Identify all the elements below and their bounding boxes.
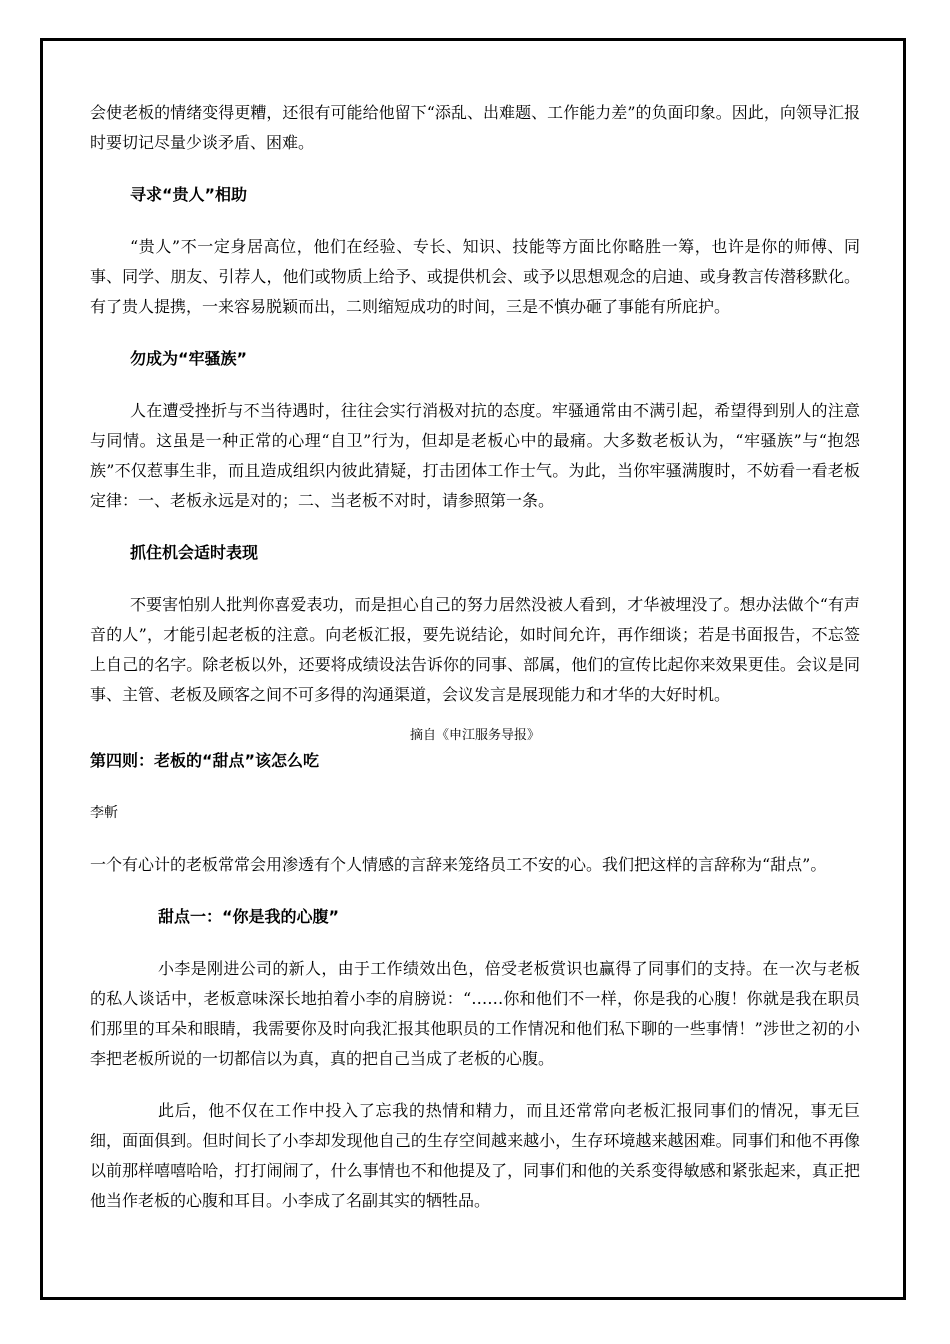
paragraph-xiaoli-outcome: 此后，他不仅在工作中投入了忘我的热情和精力，而且还常常向老板汇报同事们的情况，事无巨细，面面俱到。但时间长了小李却发现他自己的生存空间越来越小，生存环境越来越困难。同事们和他不再像以前那样嘻嘻哈哈，打打闹闹了，什么事情也不和他提及了，同事们和他的关系变得敏感和紧张起来，真正把他当作老板的心腹和耳目。小李成了名副其实的牺牲品。 <box>90 1101 860 1210</box>
paragraph-xiaoli-story: 小李是刚进公司的新人，由于工作绩效出色，倍受老板赏识也赢得了同事们的支持。在一次与老板的私人谈话中，老板意味深长地拍着小李的肩膀说：“……你和他们不一样，你是我的心腹！你就是我在职员们那里的耳朵和眼睛，我需要你及时向我汇报其他职员的工作情况和他们私下聊的一些事情！”涉世之初的小李把老板所说的一切都信以为真，真的把自己当成了老板的心腹。 <box>90 959 860 1068</box>
paragraph-report-tips: 会使老板的情绪变得更糟，还很有可能给他留下“添乱、出难题、工作能力差”的负面印象。因此，向领导汇报时要切记尽量少谈矛盾、困难。 <box>90 103 860 152</box>
paragraph-mentor: “贵人”不一定身居高位，他们在经验、专长、知识、技能等方面比你略胜一筹，也许是你的师傅、同事、同学、朋友、引荐人，他们或物质上给予、或提供机会、或予以思想观念的启迪、或身教言传潜移默化。有了贵人提携，一来容易脱颖而出，二则缩短成功的时间，三是不慎办砸了事能有所庇护。 <box>90 237 860 316</box>
article-author: 李斬 <box>90 805 118 821</box>
section-heading-seize-chance: 抓住机会适时表现 <box>130 543 259 562</box>
paragraph-seize-chance: 不要害怕别人批判你喜爱表功，而是担心自己的努力居然没被人看到，才华被埋没了。想办法做个“有声音的人”，才能引起老板的注意。向老板汇报，要先说结论，如时间允许，再作细谈；若是书面报告，不忘签上自己的名字。除老板以外，还要将成绩设法告诉你的同事、部属，他们的宣传比起你来效果更佳。会议是同事、主管、老板及顾客之间不可多得的沟通渠道，会议发言是展现能力和才华的大好时机。 <box>90 595 860 704</box>
source-citation: 摘自《申江服务导报》 <box>409 728 540 743</box>
paragraph-complaints: 人在遭受挫折与不当待遇时，往往会实行消极对抗的态度。牢骚通常由不满引起，希望得到别人的注意与同情。这虽是一种正常的心理“自卫”行为，但却是老板心中的最痛。大多数老板认为，“牢骚族”与“抱怨族”不仅惹事生非，而且造成组织内彼此猜疑，打击团体工作士气。为此，当你牢骚满腹时，不妨看一看老板定律：一、老板永远是对的；二、当老板不对时，请参照第一条。 <box>90 401 860 510</box>
article-title: 第四则：老板的“甜点”该怎么吃 <box>90 751 320 770</box>
subheading-sweet-one: 甜点一：“你是我的心腹” <box>158 907 340 926</box>
paragraph-intro: 一个有心计的老板常常会用渗透有个人情感的言辞来笼络员工不安的心。我们把这样的言辞称为“甜点”。 <box>90 855 827 874</box>
section-heading-complaints: 勿成为“牢骚族” <box>130 349 248 368</box>
section-heading-seek-mentor: 寻求“贵人”相助 <box>130 185 248 204</box>
document-body <box>90 98 860 1216</box>
